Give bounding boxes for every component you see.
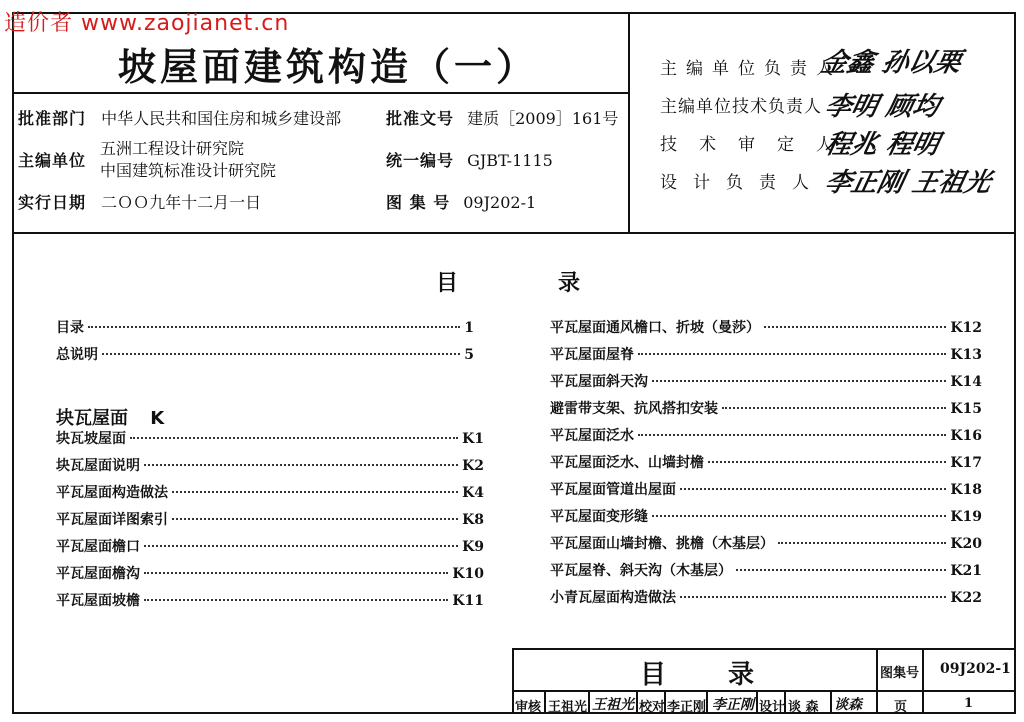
toc-left-items	[56, 428, 484, 617]
toc-leader-dots	[172, 491, 458, 493]
unified-no-label: 统一编号	[386, 151, 455, 170]
section-title: 块瓦屋面	[56, 408, 128, 429]
page-number: 1	[964, 696, 974, 711]
toc-entry-page: 1	[464, 320, 474, 336]
toc-entry-title: 小青瓦屋面构造做法	[550, 590, 676, 606]
editor-unit-2: 中国建筑标准设计研究院	[100, 161, 277, 180]
toc-leader-dots	[102, 353, 460, 355]
toc-entry-title: 平瓦屋面泛水、山墙封檐	[550, 455, 704, 471]
toc-leader-dots	[144, 572, 448, 574]
toc-left-top	[56, 317, 474, 371]
toc-entry[interactable]	[550, 479, 982, 506]
toc-entry[interactable]	[56, 536, 484, 563]
title-block-cell-line	[706, 690, 708, 714]
toc-entry-page: K10	[452, 566, 484, 582]
approval-dept-row	[18, 106, 341, 129]
title-block-cell-line	[784, 690, 786, 714]
header-divider	[12, 232, 1016, 234]
toc-entry-page: 5	[464, 347, 474, 363]
checker-signature: 李正刚	[712, 697, 754, 713]
title-block-cell-line	[922, 648, 924, 691]
section-code: K	[150, 408, 165, 429]
toc-entry-title: 块瓦坡屋面	[56, 431, 126, 447]
toc-entry-title: 平瓦屋面变形缝	[550, 509, 648, 525]
signature-tech-review: 程兆 程明	[822, 130, 942, 160]
toc-leader-dots	[778, 542, 946, 544]
toc-entry-title: 平瓦屋脊、斜天沟（木基层）	[550, 563, 732, 579]
toc-entry[interactable]	[56, 317, 474, 344]
toc-entry-page: K8	[462, 512, 484, 528]
title-block-cell-line	[588, 690, 590, 714]
title-block-cell-line	[876, 690, 878, 714]
toc-entry-title: 总说明	[56, 347, 98, 363]
toc-entry-page: K4	[462, 485, 484, 501]
toc-entry-page: K18	[950, 482, 982, 498]
toc-entry[interactable]	[550, 371, 982, 398]
toc-leader-dots	[144, 599, 448, 601]
effective-date-value: 二ＯＯ九年十二月一日	[101, 193, 262, 212]
toc-entry[interactable]	[550, 398, 982, 425]
toc-leader-dots	[638, 353, 946, 355]
toc-entry[interactable]	[56, 455, 484, 482]
toc-leader-dots	[708, 461, 946, 463]
toc-leader-dots	[764, 326, 946, 328]
atlas-no-value: 09J202-1	[463, 193, 537, 212]
toc-entry[interactable]	[56, 344, 474, 371]
toc-leader-dots	[652, 515, 946, 517]
toc-leader-dots	[722, 407, 946, 409]
toc-leader-dots	[172, 518, 458, 520]
toc-entry-title: 目录	[56, 320, 84, 336]
toc-entry-page: K1	[462, 431, 484, 447]
toc-entry-title: 块瓦屋面说明	[56, 458, 140, 474]
title-block-cell-line	[876, 648, 878, 691]
toc-entry-page: K17	[950, 455, 982, 471]
atlas-no-label: 图 集 号	[386, 193, 451, 212]
toc-entry-page: K14	[950, 374, 982, 390]
toc-entry[interactable]	[550, 506, 982, 533]
toc-entry-title: 平瓦屋面屋脊	[550, 347, 634, 363]
toc-entry-page: K12	[950, 320, 982, 336]
toc-entry[interactable]	[550, 560, 982, 587]
toc-entry[interactable]	[550, 317, 982, 344]
toc-entry-page: K16	[950, 428, 982, 444]
header-column-divider	[628, 12, 630, 233]
toc-entry-page: K21	[950, 563, 982, 579]
toc-leader-dots	[144, 545, 458, 547]
unified-no-value: GJBT-1115	[467, 151, 553, 170]
title-block-atlas-no: 09J202-1	[940, 661, 1011, 677]
watermark-text: 造价者 www.zaojianet.cn	[4, 11, 290, 36]
effective-date-label: 实行日期	[18, 193, 87, 212]
editor-label: 主编单位	[18, 151, 87, 170]
toc-entry-page: K15	[950, 401, 982, 417]
toc-entry[interactable]	[550, 425, 982, 452]
toc-entry-title: 平瓦屋面详图索引	[56, 512, 168, 528]
reviewer-label: 审核	[515, 700, 542, 715]
reviewer-name: 王祖光	[548, 700, 588, 715]
section-heading	[56, 404, 164, 430]
toc-heading-char-1: 目	[436, 271, 459, 296]
toc-entry[interactable]	[56, 482, 484, 509]
effective-date-row	[18, 190, 261, 213]
toc-leader-dots	[680, 596, 946, 598]
title-block-cell-line	[636, 690, 638, 714]
toc-entry-page: K19	[950, 509, 982, 525]
toc-entry-title: 平瓦屋面泛水	[550, 428, 634, 444]
title-block-name-char-2: 录	[728, 660, 755, 690]
toc-entry[interactable]	[550, 344, 982, 371]
toc-leader-dots	[680, 488, 946, 490]
title-block-cell-line	[830, 690, 832, 714]
reviewer-signature: 王祖光	[592, 697, 634, 713]
title-block-cell-line	[922, 690, 924, 714]
editor-unit-1: 五洲工程设计研究院	[100, 139, 245, 158]
approval-dept-label: 批准部门	[18, 109, 87, 128]
toc-entry-title: 平瓦屋面斜天沟	[550, 374, 648, 390]
toc-entry-title: 平瓦屋面山墙封檐、挑檐（木基层）	[550, 536, 774, 552]
toc-entry-title: 平瓦屋面檐沟	[56, 566, 140, 582]
toc-leader-dots	[736, 569, 946, 571]
toc-entry[interactable]	[56, 590, 484, 617]
toc-entry-title: 平瓦屋面坡檐	[56, 593, 140, 609]
approval-doc-row	[386, 106, 618, 129]
toc-leader-dots	[144, 464, 458, 466]
toc-leader-dots	[130, 437, 458, 439]
designer-signature: 谈森	[834, 697, 862, 713]
title-block-atlas-label: 图集号	[880, 666, 920, 681]
toc-entry-title: 平瓦屋面檐口	[56, 539, 140, 555]
approval-doc-label: 批准文号	[386, 109, 455, 128]
checker-label: 校对	[639, 700, 666, 715]
title-block-name-char-1: 目	[640, 660, 667, 690]
toc-entry[interactable]	[56, 428, 484, 455]
signature-design-lead: 李正刚 王祖光	[822, 168, 994, 198]
signature-tech-lead: 李明 顾均	[822, 92, 942, 122]
checker-name: 李正刚	[667, 700, 707, 715]
toc-entry-page: K11	[452, 593, 484, 609]
page-label: 页	[894, 700, 908, 715]
toc-leader-dots	[652, 380, 946, 382]
toc-entry-page: K2	[462, 458, 484, 474]
toc-entry-page: K22	[950, 590, 982, 606]
approval-dept-value: 中华人民共和国住房和城乡建设部	[101, 109, 342, 128]
title-block-cell-line	[664, 690, 666, 714]
signature-chief-editor: 金鑫 孙以栗	[818, 48, 964, 78]
role-design-lead: 设计负责人	[660, 173, 825, 193]
toc-entry[interactable]	[56, 563, 484, 590]
toc-right-items	[550, 317, 982, 614]
toc-entry-page: K20	[950, 536, 982, 552]
toc-entry[interactable]	[550, 452, 982, 479]
designer-label: 设计	[759, 700, 786, 715]
toc-entry-title: 避雷带支架、抗风搭扣安装	[550, 401, 718, 417]
toc-entry[interactable]	[56, 509, 484, 536]
toc-entry[interactable]	[550, 587, 982, 614]
designer-name: 谈 森	[788, 700, 819, 715]
approval-doc-value: 建质［2009］161号	[467, 109, 619, 128]
unified-no-row	[386, 148, 553, 171]
toc-entry-title: 平瓦屋面管道出屋面	[550, 482, 676, 498]
title-divider	[12, 92, 629, 94]
toc-entry-title: 平瓦屋面通风檐口、折坡（曼莎）	[550, 320, 760, 336]
atlas-no-row	[386, 190, 536, 213]
toc-entry-page: K9	[462, 539, 484, 555]
role-tech-lead: 主编单位技术负责人	[660, 97, 822, 117]
toc-entry[interactable]	[550, 533, 982, 560]
toc-leader-dots	[638, 434, 946, 436]
role-tech-review: 技术审定人	[660, 135, 855, 155]
title-block-cell-line	[756, 690, 758, 714]
toc-entry-page: K13	[950, 347, 982, 363]
atlas-title: 坡屋面建筑构造（一）	[118, 45, 539, 89]
toc-leader-dots	[88, 326, 460, 328]
toc-heading-char-2: 录	[558, 271, 581, 296]
toc-entry-title: 平瓦屋面构造做法	[56, 485, 168, 501]
title-block-cell-line	[544, 690, 546, 714]
role-chief-editor: 主编单位负责人	[660, 59, 842, 79]
